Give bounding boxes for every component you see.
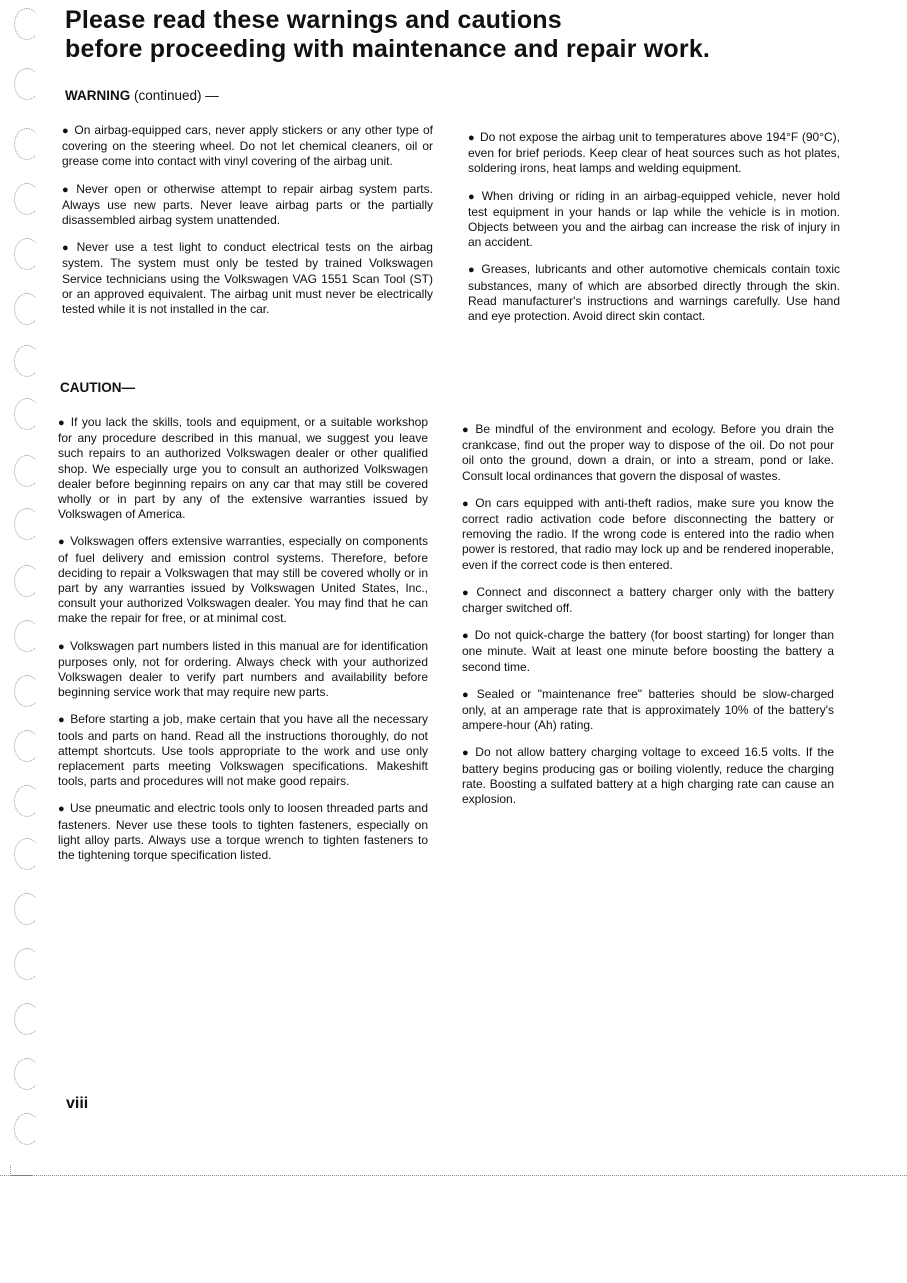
warning-left-column — [62, 123, 433, 329]
bullet-icon: ● — [462, 497, 471, 510]
caution-item — [58, 712, 428, 789]
caution-item — [58, 415, 428, 522]
warning-item — [62, 182, 433, 229]
bullet-icon: ● — [462, 688, 472, 701]
bullet-icon: ● — [62, 125, 70, 137]
binder-hole-icon — [14, 620, 40, 652]
caution-heading-label: CAUTION— — [60, 380, 135, 395]
bullet-icon: ● — [58, 640, 65, 653]
caution-item-text: If you lack the skills, tools and equipment, or a suitable workshop for any procedure described in this manual, we suggest you leave such repairs to an authorized Volkswagen dealer or other qualified shop. We especially urge you to consult an authorized Volkswagen dealer before beginning repairs on any car that may still be covered wholly or in part by any of the extensive warranties issued by Volkswagen of America. — [58, 415, 428, 522]
warning-item-text: When driving or riding in an airbag-equipped vehicle, never hold test equipment in your hands or lap while the vehicle is in motion. Objects between you and the airbag can increase the risk of injury in an accident. — [468, 188, 840, 250]
binder-hole-icon — [14, 785, 40, 817]
bullet-icon: ● — [62, 242, 72, 255]
binder-hole-icon — [14, 565, 40, 597]
caution-item-text: Sealed or "maintenance free" batteries should be slow-charged only, at an amperage rate that is approximately 10% of the battery's ampere-hour (Ah) rating. — [462, 686, 834, 733]
binder-hole-icon — [14, 838, 40, 870]
binder-hole-icon — [14, 730, 40, 762]
binder-hole-icon — [14, 1003, 40, 1035]
caution-item-text: Volkswagen part numbers listed in this manual are for identification purposes only, not for ordering. Always check with your authorized Volkswagen dealer to verify part numbers and availability before beginning service work that may require new parts. — [58, 638, 428, 700]
page-title-line: before proceeding with maintenance and repair work. — [65, 35, 711, 63]
warning-item — [62, 240, 433, 317]
bullet-icon: ● — [58, 536, 66, 549]
binder-hole-icon — [14, 398, 40, 430]
caution-item-text: Volkswagen offers extensive warranties, especially on components of fuel delivery and emission control systems. Therefore, before deciding to repair a Volkswagen that may still be covered wholly or in part by any warranties issued by Volkswagen United States, Inc., consult your authorized Volkswagen dealer. You may find that he can make the repair for free, or at minimal cost. — [58, 534, 429, 626]
page-number: viii — [66, 1095, 89, 1112]
bullet-icon: ● — [468, 132, 475, 144]
bottom-divider — [0, 1175, 907, 1176]
caution-item — [58, 534, 428, 626]
bullet-icon: ● — [462, 424, 471, 436]
caution-right-column — [462, 422, 834, 819]
warning-item-text: Never use a test light to conduct electrical tests on the airbag system. The system must only be tested by trained Volkswagen Service technicians using the Volkswagen VAG 1551 Scan Tool (ST) or an approved equivalent. The airbag unit must never be electrically tested while it is not installed in the car. — [62, 240, 433, 317]
caution-item — [462, 628, 834, 675]
binder-hole-icon — [14, 293, 40, 325]
caution-item-text: Use pneumatic and electric tools only to loosen threaded parts and fasteners. Never use these tools to tighten fasteners, especially on light alloy parts. Always use a torque wrench to tighten fasteners to the tightening torque specification listed. — [58, 801, 428, 863]
bullet-icon: ● — [462, 586, 472, 599]
warning-item-text: Greases, lubricants and other automotive chemicals contain toxic substances, many of which are absorbed directly through the skin. Read manufacturer's instructions and warnings carefully. Use hand and eye protection. Avoid direct skin contact. — [468, 262, 840, 324]
caution-item-text: On cars equipped with anti-theft radios, make sure you know the correct radio activation code before disconnecting the battery or removing the radio. If the wrong code is entered into the radio when power is restored, that radio may lock up and be rendered inoperable, even if the correct code is then entered. — [462, 495, 834, 572]
caution-item — [462, 687, 834, 734]
bullet-icon: ● — [462, 630, 470, 643]
caution-item-text: Connect and disconnect a battery charger only with the battery charger switched off. — [462, 584, 835, 616]
warning-item-text: On airbag-equipped cars, never apply stickers or any other type of covering on the steering wheel. Do not let chemical cleaners, oil or grease come into contact with vinyl covering of the airbag unit. — [62, 123, 433, 169]
warning-item-text: Never open or otherwise attempt to repair airbag system parts. Always use new parts. Never leave airbag parts or the partially disassembled airbag system unattended. — [62, 181, 433, 228]
binder-hole-icon — [14, 8, 40, 40]
binder-hole-icon — [14, 1058, 40, 1090]
binder-hole-icon — [14, 455, 40, 487]
bullet-icon: ● — [58, 714, 66, 727]
caution-item — [462, 496, 834, 573]
caution-heading — [60, 380, 135, 396]
caution-left-column — [58, 415, 428, 875]
binder-hole-icon — [14, 128, 40, 160]
caution-item — [462, 422, 834, 484]
bullet-icon: ● — [58, 417, 66, 429]
caution-item — [58, 801, 428, 863]
bullet-icon: ● — [468, 264, 477, 277]
warning-heading — [65, 88, 219, 104]
warning-item — [62, 123, 433, 170]
warning-item — [468, 189, 840, 251]
warning-heading-continued: (continued) — — [130, 88, 219, 103]
caution-item-text: Be mindful of the environment and ecology. Before you drain the crankcase, find out the proper way to dispose of the oil. Do not pour oil onto the ground, down a drain, or into a stream, pond or lake. Consult local ordinances that govern the disposal of wastes. — [462, 422, 834, 483]
binder-hole-icon — [14, 183, 40, 215]
caution-item-text: Do not allow battery charging voltage to exceed 16.5 volts. If the battery begins producing gas or boiling violently, reduce the charging rate. Boosting a sulfated battery at a high charging rate can cause an explosion. — [462, 745, 834, 807]
binder-hole-icon — [14, 948, 40, 980]
warning-item — [468, 130, 840, 177]
warning-right-column — [468, 130, 840, 336]
caution-item — [58, 639, 428, 701]
caution-item-text: Do not quick-charge the battery (for boost starting) for longer than one minute. Wait at least one minute before boosting the battery a second time. — [462, 628, 834, 674]
binder-hole-icon — [14, 893, 40, 925]
caution-item — [462, 745, 834, 807]
bullet-icon: ● — [58, 803, 65, 816]
warning-heading-label: WARNING — [65, 88, 131, 103]
binder-hole-icon — [14, 508, 40, 540]
binder-hole-icon — [14, 238, 40, 270]
binder-hole-icon — [14, 1113, 40, 1145]
binder-holes — [0, 0, 60, 1283]
bullet-icon: ● — [62, 183, 72, 196]
caution-item — [462, 585, 834, 616]
bullet-icon: ● — [468, 190, 477, 203]
binder-hole-icon — [14, 68, 40, 100]
warning-item-text: Do not expose the airbag unit to temperatures above 194°F (90°C), even for brief periods. Keep clear of heat sources such as hot plates, soldering irons, heat lamps and welding equipment. — [468, 130, 840, 176]
bullet-icon: ● — [462, 747, 471, 760]
binder-hole-icon — [14, 675, 40, 707]
caution-item-text: Before starting a job, make certain that you have all the necessary tools and parts on hand. Read all the instructions thoroughly, do not attempt shortcuts. Use tools appropriate to the work and use only replacement parts meeting Volkswagen specifications. Makeshift tools, parts and procedures will not make good repairs. — [58, 712, 428, 789]
warning-item — [468, 262, 840, 324]
page-title-line: Please read these warnings and cautions — [65, 6, 562, 34]
page-title — [65, 6, 710, 64]
binder-hole-icon — [14, 345, 40, 377]
